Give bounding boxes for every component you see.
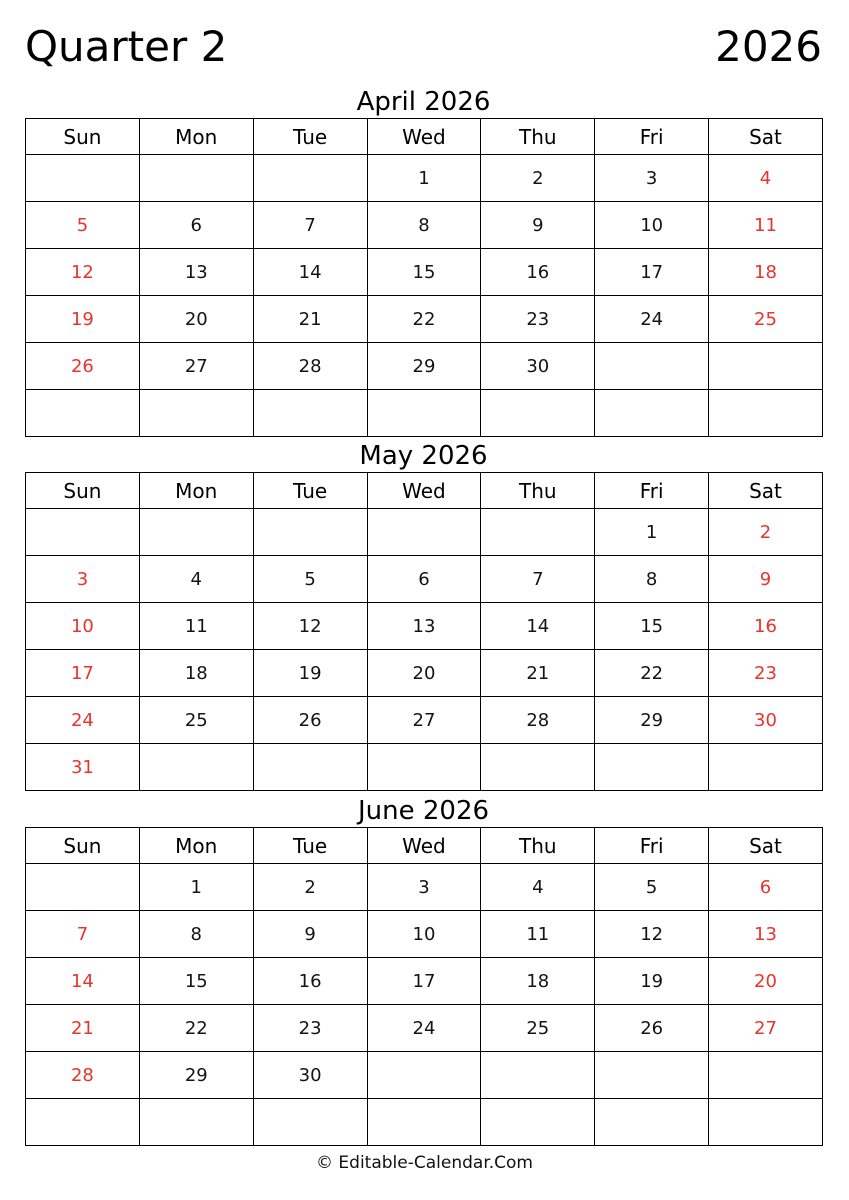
weekday-header-sun: Sun xyxy=(26,119,140,155)
day-cell-empty xyxy=(139,744,253,791)
day-cell-empty xyxy=(481,744,595,791)
month-title: April 2026 xyxy=(356,87,491,117)
weekday-header-wed: Wed xyxy=(367,119,481,155)
week-row xyxy=(26,1052,823,1099)
day-cell[interactable]: 14 xyxy=(481,603,595,650)
day-cell[interactable]: 19 xyxy=(253,650,367,697)
day-cell-empty xyxy=(367,390,481,437)
week-row xyxy=(26,1005,823,1052)
day-cell[interactable]: 7 xyxy=(26,911,140,958)
day-cell[interactable]: 3 xyxy=(595,155,709,202)
week-row xyxy=(26,744,823,791)
day-cell[interactable]: 25 xyxy=(139,697,253,744)
day-cell[interactable]: 12 xyxy=(253,603,367,650)
day-cell[interactable]: 1 xyxy=(139,864,253,911)
day-cell-empty xyxy=(253,744,367,791)
day-cell[interactable]: 6 xyxy=(367,556,481,603)
weekday-header-mon: Mon xyxy=(139,473,253,509)
day-cell[interactable]: 5 xyxy=(595,864,709,911)
day-cell[interactable]: 21 xyxy=(481,650,595,697)
day-cell[interactable]: 11 xyxy=(709,202,823,249)
day-cell[interactable]: 15 xyxy=(595,603,709,650)
day-cell[interactable]: 4 xyxy=(139,556,253,603)
day-cell-empty xyxy=(709,390,823,437)
day-cell[interactable]: 7 xyxy=(481,556,595,603)
day-cell[interactable]: 3 xyxy=(26,556,140,603)
day-cell[interactable]: 30 xyxy=(709,697,823,744)
day-cell[interactable]: 20 xyxy=(139,296,253,343)
week-row xyxy=(26,556,823,603)
weekday-header-fri: Fri xyxy=(595,473,709,509)
day-cell[interactable]: 1 xyxy=(367,155,481,202)
day-cell[interactable]: 4 xyxy=(481,864,595,911)
day-cell[interactable]: 14 xyxy=(26,958,140,1005)
day-cell[interactable]: 20 xyxy=(709,958,823,1005)
week-row xyxy=(26,1099,823,1146)
day-cell[interactable]: 23 xyxy=(481,296,595,343)
day-cell-empty xyxy=(709,1099,823,1146)
day-cell[interactable]: 30 xyxy=(253,1052,367,1099)
day-cell[interactable]: 29 xyxy=(367,343,481,390)
day-cell-empty xyxy=(253,509,367,556)
day-cell-empty xyxy=(139,509,253,556)
day-cell[interactable]: 18 xyxy=(139,650,253,697)
day-cell[interactable]: 15 xyxy=(139,958,253,1005)
day-cell-empty xyxy=(26,1099,140,1146)
day-cell[interactable]: 24 xyxy=(595,296,709,343)
week-row xyxy=(26,864,823,911)
weekday-header-thu: Thu xyxy=(481,828,595,864)
day-cell-empty xyxy=(595,744,709,791)
day-cell-empty xyxy=(709,744,823,791)
day-cell-empty xyxy=(139,155,253,202)
day-cell[interactable]: 10 xyxy=(367,911,481,958)
weekday-header-thu: Thu xyxy=(481,119,595,155)
day-cell[interactable]: 12 xyxy=(595,911,709,958)
week-row xyxy=(26,509,823,556)
day-cell[interactable]: 9 xyxy=(709,556,823,603)
day-cell[interactable]: 16 xyxy=(253,958,367,1005)
day-cell[interactable]: 8 xyxy=(367,202,481,249)
year-title: 2026 xyxy=(715,22,822,71)
day-cell[interactable]: 27 xyxy=(367,697,481,744)
day-cell[interactable]: 9 xyxy=(481,202,595,249)
day-cell[interactable]: 17 xyxy=(595,249,709,296)
month-block xyxy=(25,795,822,1146)
day-cell-empty xyxy=(253,155,367,202)
day-cell[interactable]: 3 xyxy=(367,864,481,911)
day-cell-empty xyxy=(253,390,367,437)
day-cell[interactable]: 13 xyxy=(367,603,481,650)
day-cell[interactable]: 18 xyxy=(481,958,595,1005)
day-cell[interactable]: 28 xyxy=(481,697,595,744)
day-cell-empty xyxy=(26,509,140,556)
month-title: May 2026 xyxy=(359,441,488,471)
day-cell[interactable]: 1 xyxy=(595,509,709,556)
weekday-header-thu: Thu xyxy=(481,473,595,509)
day-cell[interactable]: 15 xyxy=(367,249,481,296)
day-cell[interactable]: 25 xyxy=(709,296,823,343)
week-row xyxy=(26,296,823,343)
weekday-header-fri: Fri xyxy=(595,828,709,864)
week-row xyxy=(26,958,823,1005)
day-cell[interactable]: 27 xyxy=(709,1005,823,1052)
day-cell[interactable]: 2 xyxy=(709,509,823,556)
month-grid xyxy=(25,472,823,791)
day-cell[interactable]: 28 xyxy=(253,343,367,390)
day-cell-empty xyxy=(595,343,709,390)
week-row xyxy=(26,202,823,249)
weekday-header-row xyxy=(26,828,823,864)
day-cell[interactable]: 6 xyxy=(709,864,823,911)
day-cell[interactable]: 12 xyxy=(26,249,140,296)
weekday-header-row xyxy=(26,473,823,509)
weekday-header-sun: Sun xyxy=(26,473,140,509)
day-cell-empty xyxy=(139,390,253,437)
weekday-header-sat: Sat xyxy=(709,828,823,864)
day-cell-empty xyxy=(253,1099,367,1146)
day-cell-empty xyxy=(26,864,140,911)
day-cell[interactable]: 24 xyxy=(26,697,140,744)
day-cell-empty xyxy=(709,1052,823,1099)
day-cell-empty xyxy=(367,744,481,791)
page-header xyxy=(25,22,822,80)
month-block xyxy=(25,440,822,791)
day-cell[interactable]: 29 xyxy=(139,1052,253,1099)
day-cell[interactable]: 8 xyxy=(595,556,709,603)
day-cell-empty xyxy=(367,1099,481,1146)
day-cell[interactable]: 9 xyxy=(253,911,367,958)
day-cell-empty xyxy=(595,390,709,437)
day-cell[interactable]: 13 xyxy=(709,911,823,958)
day-cell[interactable]: 16 xyxy=(481,249,595,296)
week-row xyxy=(26,911,823,958)
week-row xyxy=(26,650,823,697)
week-row xyxy=(26,343,823,390)
day-cell-empty xyxy=(595,1099,709,1146)
day-cell[interactable]: 10 xyxy=(595,202,709,249)
day-cell[interactable]: 28 xyxy=(26,1052,140,1099)
day-cell[interactable]: 30 xyxy=(481,343,595,390)
weekday-header-tue: Tue xyxy=(253,119,367,155)
day-cell[interactable]: 19 xyxy=(26,296,140,343)
day-cell-empty xyxy=(139,1099,253,1146)
day-cell[interactable]: 26 xyxy=(253,697,367,744)
day-cell[interactable]: 5 xyxy=(26,202,140,249)
weekday-header-tue: Tue xyxy=(253,828,367,864)
weekday-header-sun: Sun xyxy=(26,828,140,864)
day-cell[interactable]: 17 xyxy=(367,958,481,1005)
day-cell[interactable]: 13 xyxy=(139,249,253,296)
day-cell[interactable]: 14 xyxy=(253,249,367,296)
day-cell[interactable]: 27 xyxy=(139,343,253,390)
day-cell[interactable]: 24 xyxy=(367,1005,481,1052)
weekday-header-sat: Sat xyxy=(709,119,823,155)
day-cell[interactable]: 31 xyxy=(26,744,140,791)
day-cell[interactable]: 23 xyxy=(253,1005,367,1052)
day-cell-empty xyxy=(709,343,823,390)
month-grid xyxy=(25,118,823,437)
weekday-header-wed: Wed xyxy=(367,473,481,509)
week-row xyxy=(26,155,823,202)
day-cell[interactable]: 18 xyxy=(709,249,823,296)
month-block xyxy=(25,86,822,437)
day-cell[interactable]: 10 xyxy=(26,603,140,650)
weekday-header-row xyxy=(26,119,823,155)
day-cell[interactable]: 20 xyxy=(367,650,481,697)
day-cell-empty xyxy=(481,1052,595,1099)
weekday-header-mon: Mon xyxy=(139,119,253,155)
day-cell-empty xyxy=(481,509,595,556)
day-cell[interactable]: 22 xyxy=(367,296,481,343)
day-cell[interactable]: 2 xyxy=(481,155,595,202)
weekday-header-mon: Mon xyxy=(139,828,253,864)
day-cell[interactable]: 26 xyxy=(595,1005,709,1052)
weekday-header-wed: Wed xyxy=(367,828,481,864)
month-title: June 2026 xyxy=(357,796,490,826)
weekday-header-fri: Fri xyxy=(595,119,709,155)
day-cell[interactable]: 7 xyxy=(253,202,367,249)
day-cell-empty xyxy=(26,155,140,202)
day-cell[interactable]: 11 xyxy=(139,603,253,650)
day-cell[interactable]: 29 xyxy=(595,697,709,744)
day-cell[interactable]: 19 xyxy=(595,958,709,1005)
day-cell[interactable]: 5 xyxy=(253,556,367,603)
day-cell[interactable]: 25 xyxy=(481,1005,595,1052)
day-cell[interactable]: 21 xyxy=(253,296,367,343)
day-cell[interactable]: 8 xyxy=(139,911,253,958)
weekday-header-sat: Sat xyxy=(709,473,823,509)
day-cell[interactable]: 2 xyxy=(253,864,367,911)
day-cell-empty xyxy=(481,1099,595,1146)
day-cell[interactable]: 17 xyxy=(26,650,140,697)
day-cell[interactable]: 26 xyxy=(26,343,140,390)
day-cell[interactable]: 4 xyxy=(709,155,823,202)
day-cell-empty xyxy=(26,390,140,437)
day-cell[interactable]: 6 xyxy=(139,202,253,249)
day-cell[interactable]: 23 xyxy=(709,650,823,697)
day-cell[interactable]: 16 xyxy=(709,603,823,650)
day-cell[interactable]: 11 xyxy=(481,911,595,958)
week-row xyxy=(26,697,823,744)
day-cell[interactable]: 21 xyxy=(26,1005,140,1052)
day-cell-empty xyxy=(595,1052,709,1099)
weekday-header-tue: Tue xyxy=(253,473,367,509)
day-cell-empty xyxy=(367,509,481,556)
day-cell-empty xyxy=(481,390,595,437)
week-row xyxy=(26,390,823,437)
footer-credit: © Editable-Calendar.Com xyxy=(316,1153,533,1173)
week-row xyxy=(26,603,823,650)
day-cell[interactable]: 22 xyxy=(595,650,709,697)
day-cell-empty xyxy=(367,1052,481,1099)
day-cell[interactable]: 22 xyxy=(139,1005,253,1052)
quarter-title: Quarter 2 xyxy=(25,22,228,71)
month-grid xyxy=(25,827,823,1146)
week-row xyxy=(26,249,823,296)
